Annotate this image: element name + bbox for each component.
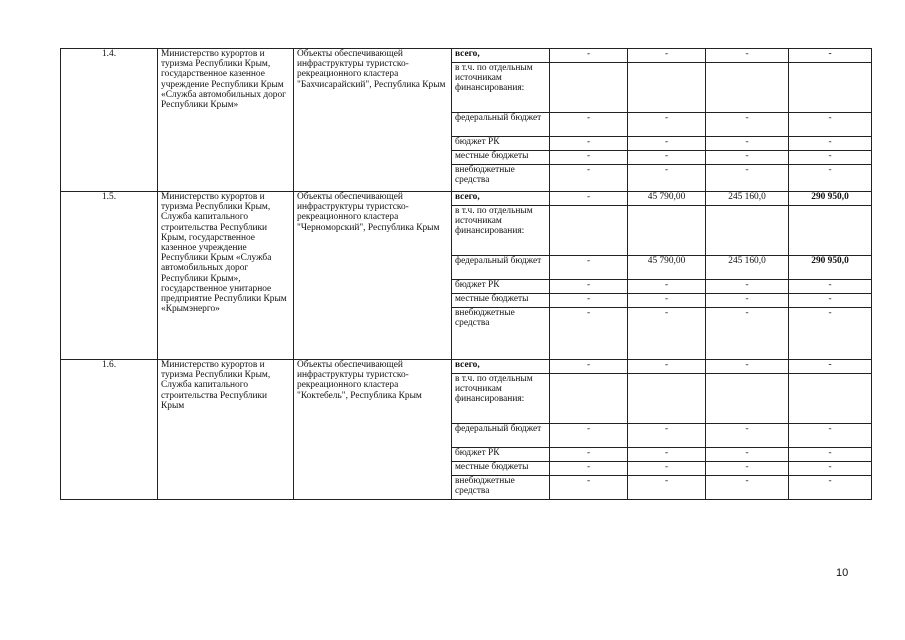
value-cell: - (706, 462, 789, 476)
row-label: внебюджетные средства (452, 165, 550, 192)
value-cell: - (550, 151, 628, 165)
value-cell: - (789, 424, 872, 448)
row-label: местные бюджеты (452, 462, 550, 476)
row-label: всего, (452, 49, 550, 63)
value-cell: - (706, 308, 789, 360)
object-name: Объекты обеспечивающей инфраструктуры туристско-рекреационного кластера "Бахчисарайский", Республика Крым (294, 49, 452, 192)
value-cell: - (628, 49, 706, 63)
table-row (61, 360, 872, 374)
responsible-org: Министерство курортов и туризма Республики Крым, Служба капитального строительства Республики Крым (158, 360, 294, 500)
value-cell: 290 950,0 (789, 256, 872, 280)
value-cell: - (628, 280, 706, 294)
row-label: внебюджетные средства (452, 476, 550, 500)
value-cell: - (706, 448, 789, 462)
value-cell: - (789, 49, 872, 63)
row-label: всего, (452, 360, 550, 374)
value-cell: - (789, 113, 872, 137)
table-row (61, 192, 872, 206)
row-label: бюджет РК (452, 280, 550, 294)
value-cell: - (706, 49, 789, 63)
value-cell: - (628, 448, 706, 462)
row-label: в т.ч. по отдельным источникам финансирования: (452, 374, 550, 424)
object-name: Объекты обеспечивающей инфраструктуры туристско-рекреационного кластера "Коктебель", Республика Крым (294, 360, 452, 500)
value-cell: - (628, 294, 706, 308)
value-cell: - (706, 294, 789, 308)
empty-cell (789, 374, 872, 424)
empty-cell (789, 63, 872, 113)
row-label: федеральный бюджет (452, 113, 550, 137)
responsible-org: Министерство курортов и туризма Республики Крым, государственное казенное учреждение Республики Крым «Служба автомобильных дорог Республики Крым» (158, 49, 294, 192)
row-label: бюджет РК (452, 137, 550, 151)
value-cell: - (550, 448, 628, 462)
object-name: Объекты обеспечивающей инфраструктуры туристско-рекреационного кластера "Черноморский", Республика Крым (294, 192, 452, 360)
value-cell: - (550, 294, 628, 308)
value-cell: - (628, 476, 706, 500)
value-cell: - (706, 476, 789, 500)
item-number: 1.6. (61, 360, 158, 500)
value-cell: - (628, 462, 706, 476)
empty-cell (706, 374, 789, 424)
row-label: всего, (452, 192, 550, 206)
row-label: местные бюджеты (452, 294, 550, 308)
empty-cell (789, 206, 872, 256)
value-cell: - (550, 280, 628, 294)
responsible-org: Министерство курортов и туризма Республики Крым, Служба капитального строительства Республики Крым, государственное казенное учреждение Республики Крым «Служба автомобильных дорог Республики Крым», государственное унитарное предприятие Республики Крым «Крымэнерго» (158, 192, 294, 360)
empty-cell (706, 63, 789, 113)
item-number: 1.5. (61, 192, 158, 360)
row-label: в т.ч. по отдельным источникам финансирования: (452, 63, 550, 113)
value-cell: - (706, 137, 789, 151)
value-cell: - (550, 192, 628, 206)
value-cell: 245 160,0 (706, 192, 789, 206)
row-label: внебюджетные средства (452, 308, 550, 360)
value-cell: - (706, 165, 789, 192)
empty-cell (628, 374, 706, 424)
empty-cell (550, 206, 628, 256)
value-cell: - (706, 424, 789, 448)
value-cell: 245 160,0 (706, 256, 789, 280)
value-cell: - (550, 308, 628, 360)
value-cell: 290 950,0 (789, 192, 872, 206)
value-cell: - (550, 424, 628, 448)
value-cell: - (550, 137, 628, 151)
empty-cell (628, 206, 706, 256)
value-cell: - (789, 360, 872, 374)
empty-cell (628, 63, 706, 113)
value-cell: - (550, 462, 628, 476)
funding-table (60, 48, 872, 500)
value-cell: - (789, 151, 872, 165)
value-cell: - (706, 151, 789, 165)
item-number: 1.4. (61, 49, 158, 192)
value-cell: - (706, 360, 789, 374)
value-cell: - (628, 308, 706, 360)
value-cell: - (550, 360, 628, 374)
value-cell: - (789, 308, 872, 360)
value-cell: - (789, 137, 872, 151)
value-cell: - (628, 137, 706, 151)
value-cell: - (706, 113, 789, 137)
row-label: федеральный бюджет (452, 256, 550, 280)
value-cell: - (789, 294, 872, 308)
value-cell: - (550, 476, 628, 500)
empty-cell (550, 374, 628, 424)
value-cell: - (550, 165, 628, 192)
value-cell: - (628, 424, 706, 448)
row-label: бюджет РК (452, 448, 550, 462)
page-number: 10 (836, 567, 849, 579)
value-cell: - (550, 113, 628, 137)
value-cell: - (789, 280, 872, 294)
empty-cell (550, 63, 628, 113)
empty-cell (706, 206, 789, 256)
value-cell: - (550, 256, 628, 280)
value-cell: - (628, 151, 706, 165)
value-cell: - (706, 280, 789, 294)
value-cell: 45 790,00 (628, 256, 706, 280)
row-label: в т.ч. по отдельным источникам финансирования: (452, 206, 550, 256)
value-cell: - (789, 165, 872, 192)
table-row (61, 49, 872, 63)
value-cell: - (628, 113, 706, 137)
value-cell: - (789, 462, 872, 476)
value-cell: - (628, 360, 706, 374)
row-label: федеральный бюджет (452, 424, 550, 448)
row-label: местные бюджеты (452, 151, 550, 165)
value-cell: - (789, 448, 872, 462)
value-cell: 45 790,00 (628, 192, 706, 206)
value-cell: - (789, 476, 872, 500)
value-cell: - (628, 165, 706, 192)
value-cell: - (550, 49, 628, 63)
